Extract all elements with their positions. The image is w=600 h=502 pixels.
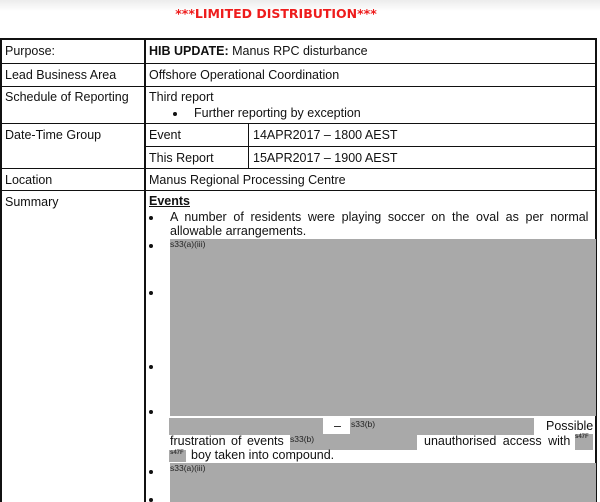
bullet-icon xyxy=(149,291,153,295)
schedule-value: Third report xyxy=(149,90,214,104)
redacted-block xyxy=(170,463,596,502)
possible-text: Possible xyxy=(546,419,594,433)
bullet-icon xyxy=(149,470,153,474)
bullet-icon xyxy=(149,410,153,414)
dtg-event-label: Event xyxy=(149,128,181,142)
lead-business-area-label: Lead Business Area xyxy=(5,68,117,82)
dtg-label: Date-Time Group xyxy=(5,128,102,142)
lead-business-area-value: Offshore Operational Coordination xyxy=(149,68,340,82)
redaction-code: s33(a)(iii) xyxy=(170,239,206,249)
schedule-bullet: Further reporting by exception xyxy=(194,106,361,120)
dtg-event-value: 14APR2017 – 1800 AEST xyxy=(253,128,398,142)
bullet-icon xyxy=(149,216,153,220)
bullet-icon xyxy=(149,244,153,248)
bullet-icon xyxy=(149,498,153,502)
redaction-code: s33(b) xyxy=(351,419,376,429)
redaction-code: s33(a)(iii) xyxy=(170,463,206,473)
bullet-icon xyxy=(173,112,177,116)
classification-header: ***LIMITED DISTRIBUTION*** xyxy=(175,6,377,21)
events-bullet1-line1 xyxy=(170,210,592,225)
dtg-report-value: 15APR2017 – 1900 AEST xyxy=(253,151,398,165)
redacted-block xyxy=(170,239,596,416)
events-bullet1-text: A number of residents were playing soccer on the oval as per normal xyxy=(170,210,589,224)
frustration-text: frustration of events xyxy=(170,434,284,448)
purpose-label: Purpose: xyxy=(5,44,56,58)
purpose-value-bold: HIB UPDATE: xyxy=(149,44,229,58)
dtg-report-label: This Report xyxy=(149,151,214,165)
summary-label: Summary xyxy=(5,195,59,209)
purpose-value-text: Manus RPC disturbance xyxy=(228,44,368,58)
redacted-inline xyxy=(350,418,534,435)
bullet-icon xyxy=(149,365,153,369)
events-heading: Events xyxy=(149,194,190,208)
schedule-label: Schedule of Reporting xyxy=(5,90,129,104)
location-label: Location xyxy=(5,173,53,187)
redacted-inline xyxy=(169,418,323,435)
events-bullet1-line2: allowable arrangements. xyxy=(170,224,307,238)
unauthorised-text: unauthorised access with xyxy=(424,434,571,448)
location-value: Manus Regional Processing Centre xyxy=(149,173,346,187)
boy-text: boy taken into compound. xyxy=(191,448,335,462)
redaction-code: s47F xyxy=(170,450,184,456)
redaction-code: s33(b) xyxy=(290,434,315,444)
purpose-value xyxy=(149,44,368,59)
redaction-code: s47F xyxy=(575,434,589,440)
dash-text: – xyxy=(334,419,341,433)
